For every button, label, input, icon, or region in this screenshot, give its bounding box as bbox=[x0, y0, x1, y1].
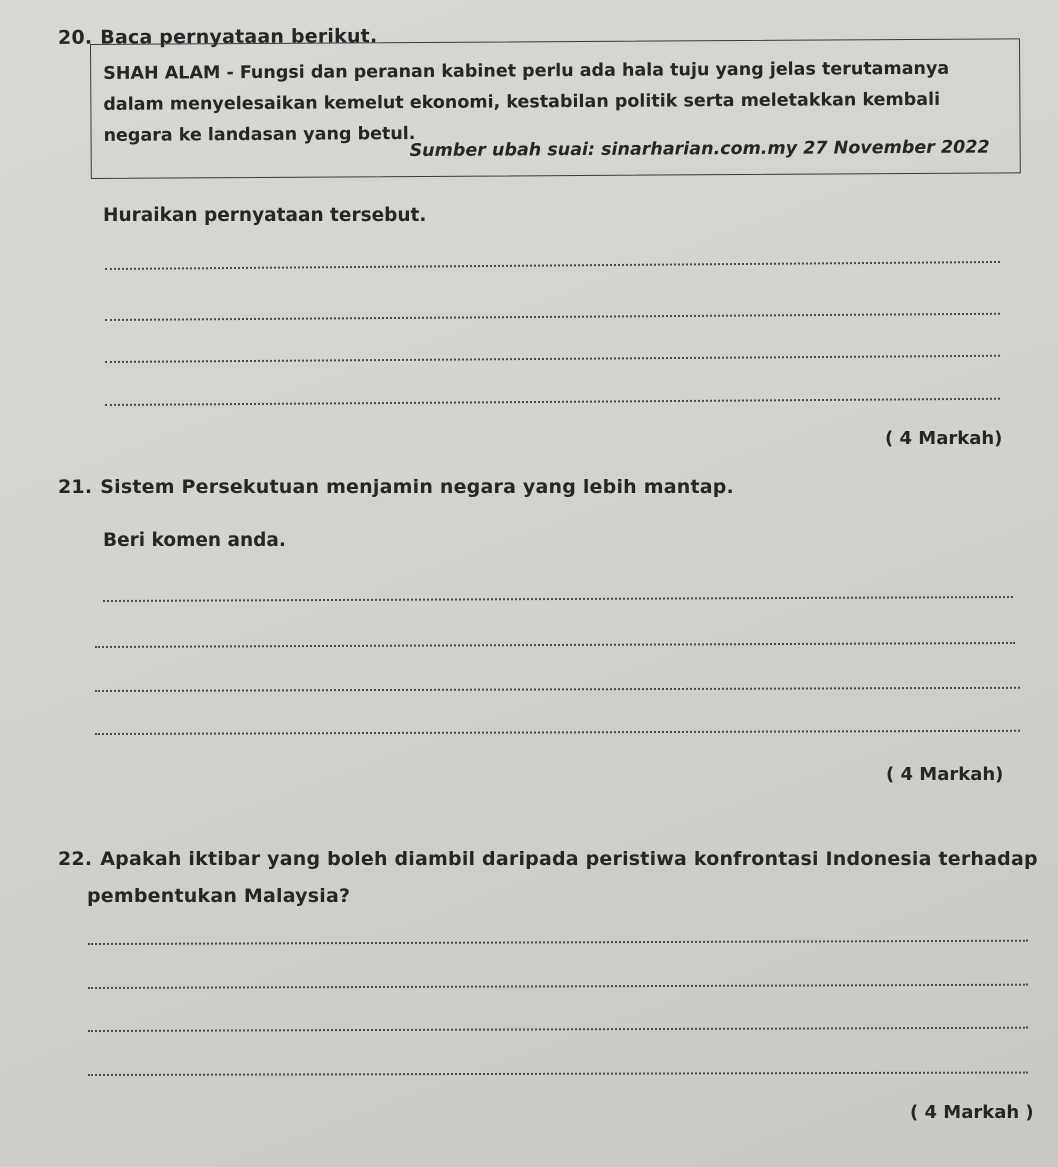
question-20-prompt: Huraikan pernyataan tersebut. bbox=[103, 205, 427, 226]
question-22-title bbox=[58, 848, 1038, 870]
question-21-marks: ( 4 Markah) bbox=[886, 764, 1004, 785]
answer-line[interactable] bbox=[103, 596, 1013, 602]
question-22-number: 22. bbox=[58, 848, 93, 870]
answer-line[interactable] bbox=[88, 940, 1028, 945]
question-21-prompt: Beri komen anda. bbox=[103, 530, 286, 551]
answer-line[interactable] bbox=[88, 1072, 1028, 1076]
question-20-text: Baca pernyataan berikut. bbox=[100, 25, 378, 49]
answer-line[interactable] bbox=[105, 261, 1000, 270]
question-22-text: Apakah iktibar yang boleh diambil daripada peristiwa konfrontasi Indonesia terhadap bbox=[100, 848, 1038, 870]
answer-line[interactable] bbox=[105, 398, 1000, 406]
question-21-number: 21. bbox=[58, 476, 93, 498]
question-20-marks: ( 4 Markah) bbox=[885, 428, 1003, 449]
answer-line[interactable] bbox=[95, 642, 1015, 648]
answer-line[interactable] bbox=[88, 984, 1028, 989]
question-21-title bbox=[58, 476, 734, 498]
answer-line[interactable] bbox=[88, 1027, 1028, 1032]
answer-line[interactable] bbox=[105, 355, 1000, 363]
answer-line[interactable] bbox=[95, 730, 1020, 735]
quote-source: Sumber ubah suai: sinarharian.com.my 27 November 2022 bbox=[409, 137, 990, 162]
question-22-marks: ( 4 Markah ) bbox=[910, 1102, 1034, 1123]
quote-box bbox=[90, 38, 1021, 179]
quote-text: SHAH ALAM - Fungsi dan peranan kabinet perlu ada hala tuju yang jelas terutamanya dalam menyelesaikan kemelut ekonomi, kestabilan politik serta meletakkan kembali negara ke landasan yang betul. bbox=[103, 58, 950, 146]
question-21-text: Sistem Persekutuan menjamin negara yang lebih mantap. bbox=[100, 476, 734, 498]
answer-line[interactable] bbox=[105, 313, 1000, 321]
answer-line[interactable] bbox=[95, 687, 1020, 692]
question-20-number: 20. bbox=[57, 26, 93, 49]
question-22-title-line2: pembentukan Malaysia? bbox=[87, 885, 351, 907]
